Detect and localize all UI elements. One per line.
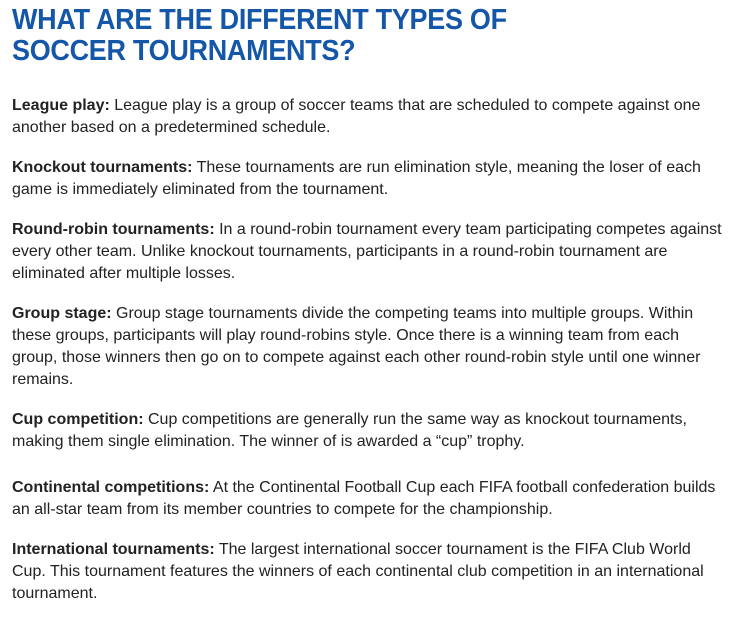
entry-term: Round-robin tournaments:: [12, 221, 215, 238]
entry-description: These tournaments are run elimination style, meaning the loser of each game is immediately eliminated from the tournament.: [12, 159, 701, 198]
entry-continental-competitions: [12, 477, 728, 521]
entry-description: The largest international soccer tournament is the FIFA Club World Cup. This tournament features the winners of each continental club competition in an international tournament.: [12, 541, 704, 602]
entry-term: Knockout tournaments:: [12, 159, 193, 176]
article: [12, 5, 728, 623]
entry-term: Continental competitions:: [12, 479, 210, 496]
entry-description: At the Continental Football Cup each FIFA football confederation builds an all-star team from its member countries to compete for the championship.: [12, 479, 716, 518]
entry-knockout-tournaments: [12, 157, 728, 201]
entry-description: Group stage tournaments divide the competing teams into multiple groups. Within these groups, participants will play round-robins style. Once there is a winning team from each group, those winners then go on to compete against each other round-robin style until one winner remains.: [12, 305, 701, 388]
entry-description: In a round-robin tournament every team participating competes against every other team. Unlike knockout tournaments, participants in a round-robin tournament are eliminated after multiple losses.: [12, 221, 722, 282]
entry-group-stage: [12, 303, 728, 391]
entry-international-tournaments: [12, 539, 728, 605]
entry-round-robin-tournaments: [12, 219, 728, 285]
entry-term: Cup competition:: [12, 411, 144, 428]
entry-term: Group stage:: [12, 305, 112, 322]
entry-term: League play:: [12, 97, 110, 114]
entry-description: Cup competitions are generally run the same way as knockout tournaments, making them single elimination. The winner of is awarded a “cup” trophy.: [12, 411, 687, 450]
entry-league-play: [12, 95, 728, 139]
entry-term: International tournaments:: [12, 541, 215, 558]
entry-description: League play is a group of soccer teams that are scheduled to compete against one another based on a predetermined schedule.: [12, 97, 701, 136]
entry-cup-competition: [12, 409, 728, 453]
page-title: WHAT ARE THE DIFFERENT TYPES OF SOCCER TOURNAMENTS?: [12, 4, 507, 67]
